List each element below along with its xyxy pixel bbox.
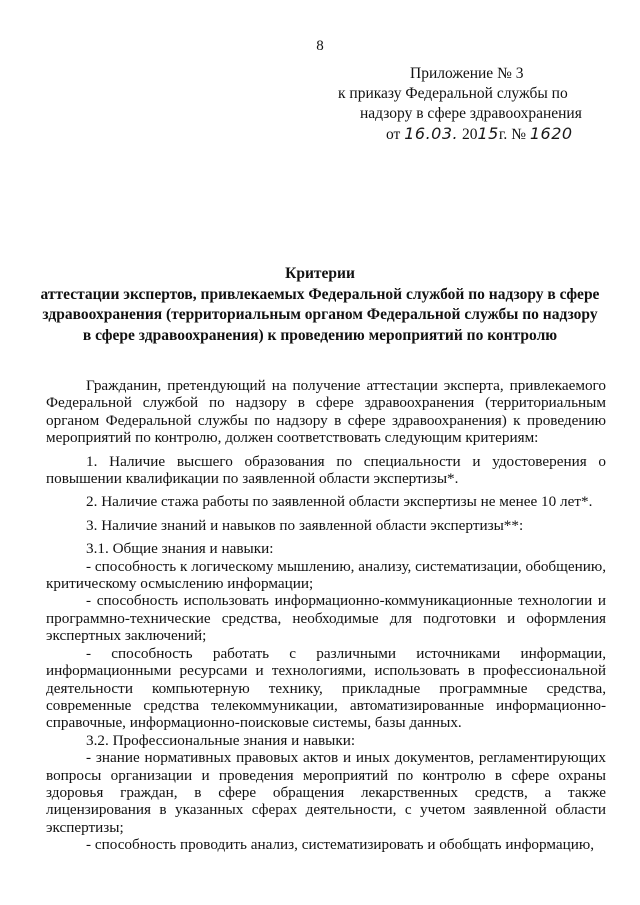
criterion-3: 3. Наличие знаний и навыков по заявленной области экспертизы**: — [86, 516, 524, 534]
heading-line-2: здравоохранения (территориальным органом Федеральной службы по надзору — [42, 306, 598, 323]
year-unit: г. — [498, 126, 508, 143]
section-3-2: 3.2. Профессиональные знания и навыки: — [86, 731, 356, 749]
appendix-order-ref: к приказу Федеральной службы по — [338, 85, 568, 102]
bullet-ict-usage: - способность использовать информационно-коммуникационные технологии и программно-технические средства, необходимые для подготовки и оформления экспертных заключений; — [46, 592, 606, 645]
handwritten-order-number: 1620 — [529, 124, 573, 143]
criterion-2: 2. Наличие стажа работы по заявленной области экспертизы не менее 10 лет*. — [86, 493, 593, 511]
criterion-1: 1. Наличие высшего образования по специальности и удостоверения о повышении квалификации по заявленной области экспертизы*. — [46, 452, 606, 488]
heading-line-3: в сфере здравоохранения) к проведению мероприятий по контролю — [82, 326, 558, 344]
document-heading — [0, 264, 640, 346]
section-3-1: 3.1. Общие знания и навыки: — [86, 540, 274, 558]
bullet-information-sources: - способность работать с различными источниками информации, информационными ресурсами и технологиями, использовать в профессиональной деятельности компьютерную технику, прикладные программные средства, современные средства телекоммуникации, автоматизированные информационно-справочные, информационно-поисковые системы, базы данных. — [46, 644, 606, 732]
appendix-agency: надзору в сфере здравоохранения — [360, 105, 582, 122]
document-body — [46, 377, 606, 854]
heading-title: Критерии — [285, 265, 355, 282]
bullet-regulatory-knowledge: - знание нормативных правовых актов и иных документов, регламентирующих вопросы организации и проведения мероприятий по контролю в сфере охраны здоровья граждан, в сфере обращения лекарственных средств, а также лицензирования в указанных сферах деятельности, с учетом заявленной области экспертизы; — [46, 749, 606, 836]
intro-paragraph: Гражданин, претендующий на получение аттестации эксперта, привлекаемого Федеральной службой по надзору в сфере здравоохранения (территориальным органом Федеральной службы по надзору в сфере здравоохранения) к проведению мероприятий по контролю, должен соответствовать следующим критериям: — [46, 377, 606, 447]
handwritten-year: 15 — [477, 124, 499, 143]
number-sign: № — [511, 126, 526, 143]
bullet-logical-thinking: - способность к логическому мышлению, анализу, систематизации, обобщению, критическому осмыслению информации; — [46, 557, 606, 593]
page-number: 8 — [316, 38, 324, 54]
handwritten-date: 16.03. — [404, 124, 459, 143]
bullet-analysis: - способность проводить анализ, систематизировать и обобщать информацию, — [86, 836, 595, 854]
appendix-date-number — [338, 124, 618, 145]
appendix-header — [338, 64, 618, 145]
heading-line-1: аттестации экспертов, привлекаемых Федеральной службой по надзору в сфере — [40, 285, 600, 303]
year-prefix: 20 — [461, 126, 478, 143]
date-prefix: от — [386, 126, 401, 143]
appendix-title: Приложение № 3 — [410, 65, 524, 82]
